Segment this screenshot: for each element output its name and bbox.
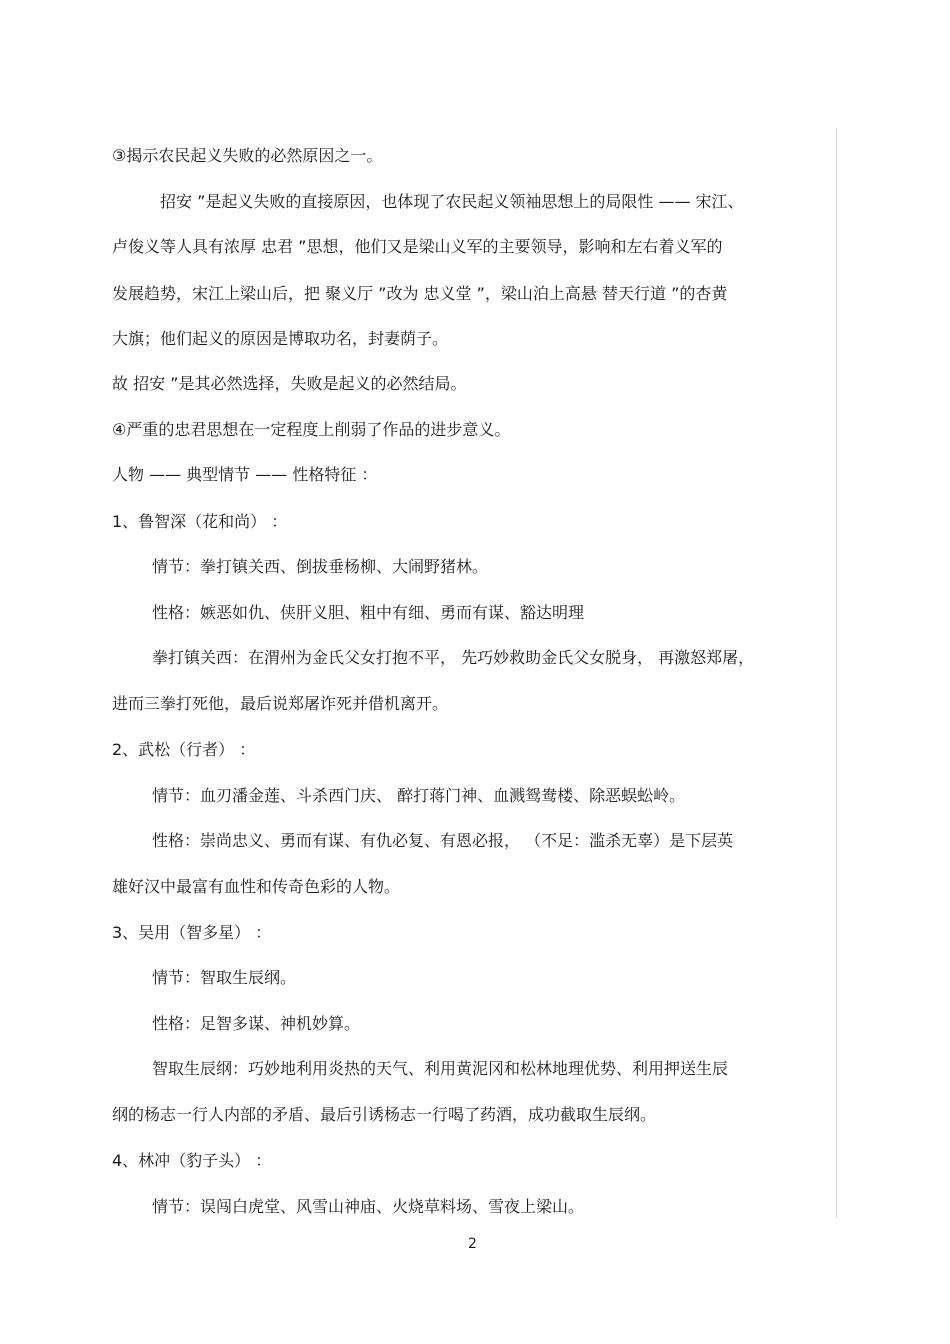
right-margin-rule	[836, 128, 837, 1218]
text-line: 大旗；他们起义的原因是博取功名，封妻荫子。	[112, 329, 449, 348]
text-line: 人物 —— 典型情节 —— 性格特征 ：	[112, 465, 378, 484]
text-line: 智取生辰纲：巧妙地利用炎热的天气、利用黄泥冈和松林地理优势、利用押送生辰	[152, 1059, 729, 1078]
text-line: ④严重的忠君思想在一定程度上削弱了作品的进步意义。	[112, 420, 511, 439]
text-line: 进而三拳打死他，最后说郑屠诈死并借机离开。	[112, 694, 449, 713]
text-line: 情节：拳打镇关西、倒拔垂杨柳、大闹野猪林。	[152, 557, 489, 576]
text-line: 性格：足智多谋、神机妙算。	[152, 1014, 361, 1033]
text-line: 纲的杨志一行人内部的矛盾、最后引诱杨志一行喝了药酒，成功截取生辰纲。	[112, 1105, 657, 1124]
section-heading: 2、武松（行者） ：	[112, 740, 256, 759]
text-line: 招安 ”是起义失败的直接原因，也体现了农民起义领袖思想上的局限性 —— 宋江、	[160, 192, 744, 211]
text-line: 故 招安 ”是其必然选择，失败是起义的必然结局。	[112, 374, 467, 393]
text-line: 性格：嫉恶如仇、侠肝义胆、粗中有细、勇而有谋、豁达明理	[152, 603, 585, 622]
text-line: 情节：血刃潘金莲、斗杀西门庆、 醉打蒋门神、血溅鸳鸯楼、除恶蜈蚣岭。	[152, 786, 686, 805]
text-line: 性格：崇尚忠义、勇而有谋、有仇必复、有恩必报， （不足：滥杀无辜）是下层英	[152, 831, 734, 850]
text-line: 卢俊义等人具有浓厚 忠君 ”思想，他们又是梁山义军的主要领导，影响和左右着义军的	[112, 237, 723, 256]
section-heading: 4、林冲（豹子头） ：	[112, 1151, 272, 1170]
text-line: 情节：智取生辰纲。	[152, 968, 297, 987]
text-line: 拳打镇关西：在渭州为金氏父女打抱不平， 先巧妙救助金氏父女脱身， 再激怒郑屠，	[152, 648, 755, 667]
text-line: 发展趋势，宋江上梁山后，把 聚义厅 ”改为 忠义堂 ”，梁山泊上高悬 替天行道 ”的杏黄	[112, 284, 728, 303]
text-line: 雄好汉中最富有血性和传奇色彩的人物。	[112, 877, 401, 896]
section-heading: 1、鲁智深（花和尚） ：	[112, 512, 288, 531]
text-line: ③揭示农民起义失败的必然原因之一。	[112, 146, 383, 165]
text-line: 情节：误闯白虎堂、风雪山神庙、火烧草料场、雪夜上梁山。	[152, 1197, 585, 1216]
page-number: 2	[468, 1236, 477, 1252]
section-heading: 3、吴用（智多星） ：	[112, 923, 272, 942]
